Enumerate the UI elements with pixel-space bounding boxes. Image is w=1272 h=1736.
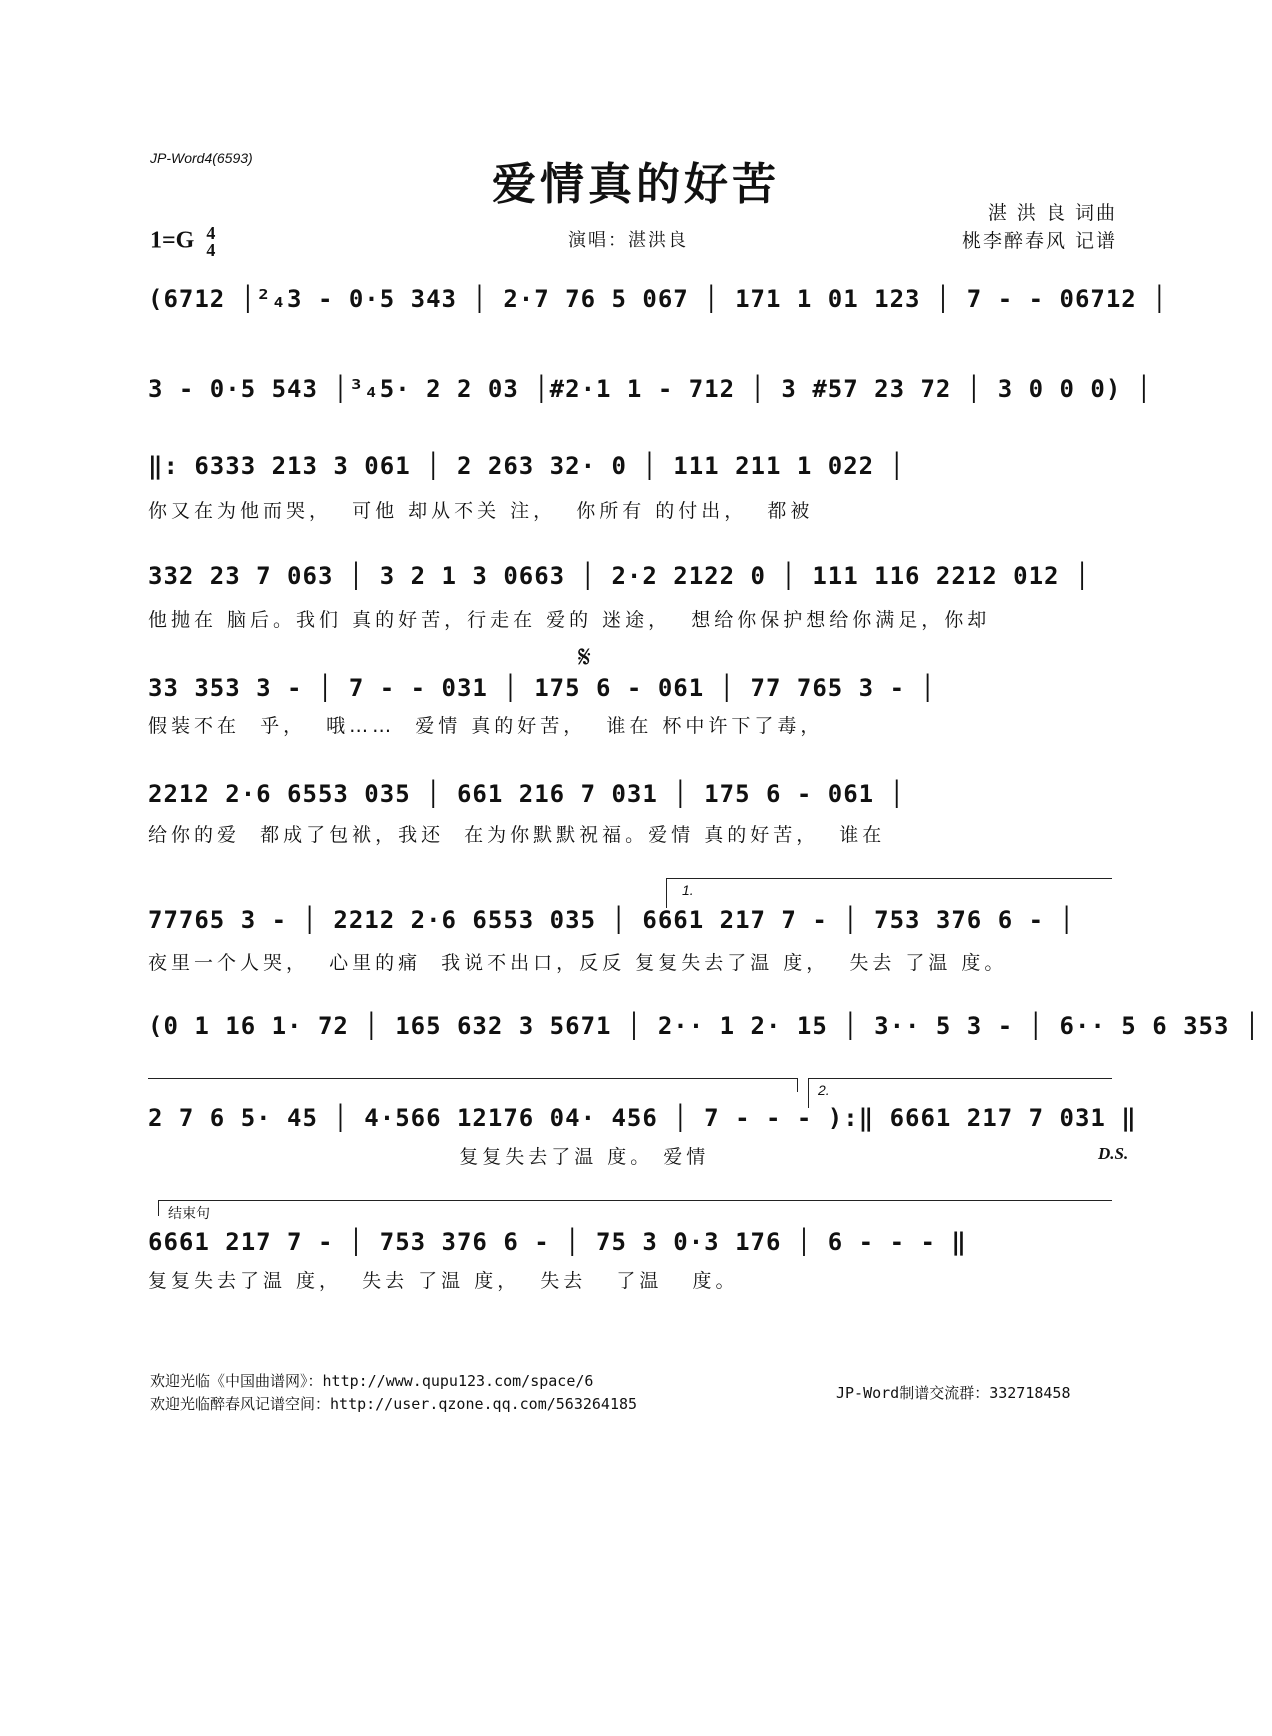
score-row-10: 6661 217 7 - │ 753 376 6 - │ 75 3 0·3 176 │ 6 - - - ‖: [148, 1228, 967, 1256]
time-signature: [206, 225, 215, 259]
volta-2-bracket: [808, 1078, 1112, 1079]
interlude-bracket: [148, 1078, 798, 1079]
score-row-6: 2212 2·6 6553 035 │ 661 216 7 031 │ 175 6 - 061 │: [148, 780, 906, 808]
score-row-3: ‖: 6333 213 3 061 │ 2 263 32· 0 │ 111 211 1 022 │: [148, 452, 906, 480]
lyricist-credit: 湛 洪 良 词曲: [987, 202, 1117, 224]
lyric-row-3: 你又在为他而哭， 可他 却从不关 注， 你所有 的付出， 都被: [148, 500, 814, 522]
score-row-4: 332 23 7 063 │ 3 2 1 3 0663 │ 2·2 2122 0 │ 111 116 2212 012 │: [148, 562, 1091, 590]
score-row-2: 3 - 0·5 543 │³₄5· 2 2 03 │#2·1 1 - 712 │ 3 #57 23 72 │ 3 0 0 0) │: [148, 375, 1153, 403]
song-title: 爱情真的好苦: [492, 159, 780, 210]
interlude-bracket-end: [797, 1078, 798, 1092]
transcriber-credit: 桃李醉春风 记谱: [961, 230, 1117, 252]
volta-2-label: 2.: [818, 1082, 830, 1098]
lyric-row-4: 他抛在 脑后。我们 真的好苦，行走在 爱的 迷途， 想给你保护想给你满足，你却: [148, 609, 991, 631]
lyric-row-10: 复复失去了温 度， 失去 了温 度， 失去 了温 度。: [148, 1270, 739, 1292]
score-row-7: 77765 3 - │ 2212 2·6 6553 035 │ 6661 217 7 - │ 753 376 6 - │: [148, 906, 1075, 934]
ds-marker: D.S.: [1098, 1144, 1129, 1163]
time-top: 4: [206, 223, 216, 243]
coda-bracket-start: [158, 1200, 159, 1216]
time-bottom: 4: [206, 240, 216, 260]
key-label: 1=G: [150, 227, 195, 254]
lyric-row-9: 复复失去了温 度。 爱情: [148, 1146, 710, 1168]
source-label: JP-Word4(6593): [150, 150, 253, 166]
footer-link-qzone[interactable]: 欢迎光临醉春风记谱空间：http://user.qzone.qq.com/563264185: [150, 1395, 638, 1413]
score-row-5: 33 353 3 - │ 7 - - 031 │ 175 6 - 061 │ 77 765 3 - │: [148, 674, 936, 702]
coda-label: 结束句: [168, 1205, 210, 1221]
footer-link-qupu[interactable]: 欢迎光临《中国曲谱网》：http://www.qupu123.com/space/6: [150, 1372, 594, 1390]
lyric-row-7: 夜里一个人哭， 心里的痛 我说不出口，反反 复复失去了温 度， 失去 了温 度。: [148, 952, 1008, 974]
segno-sign: 𝄋: [578, 640, 591, 675]
singer-credit: 演唱：湛洪良: [568, 230, 688, 251]
volta-1-label: 1.: [682, 882, 694, 898]
volta-1-bracket: [666, 878, 1112, 879]
lyric-row-6: 给你的爱 都成了包袱，我还 在为你默默祝福。爱情 真的好苦， 谁在: [148, 824, 886, 846]
lyric-row-5: 假装不在 乎， 哦…… 爱情 真的好苦， 谁在 杯中许下了毒，: [148, 715, 824, 737]
score-row-9: 2 7 6 5· 45 │ 4·566 12176 04· 456 │ 7 - - - ):‖ 6661 217 7 031 ‖: [148, 1104, 1137, 1132]
volta-1-bracket-start: [666, 878, 667, 908]
footer-group: JP-Word制谱交流群：332718458: [836, 1384, 1071, 1402]
key-signature: [150, 225, 215, 259]
coda-bracket: [158, 1200, 1112, 1201]
score-row-1: (6712 │²₄3 - 0·5 343 │ 2·7 76 5 067 │ 171 1 01 123 │ 7 - - 06712 │: [148, 285, 1168, 313]
score-row-8: (0 1 16 1· 72 │ 165 632 3 5671 │ 2·· 1 2· 15 │ 3·· 5 3 - │ 6·· 5 6 353 │: [148, 1012, 1261, 1040]
